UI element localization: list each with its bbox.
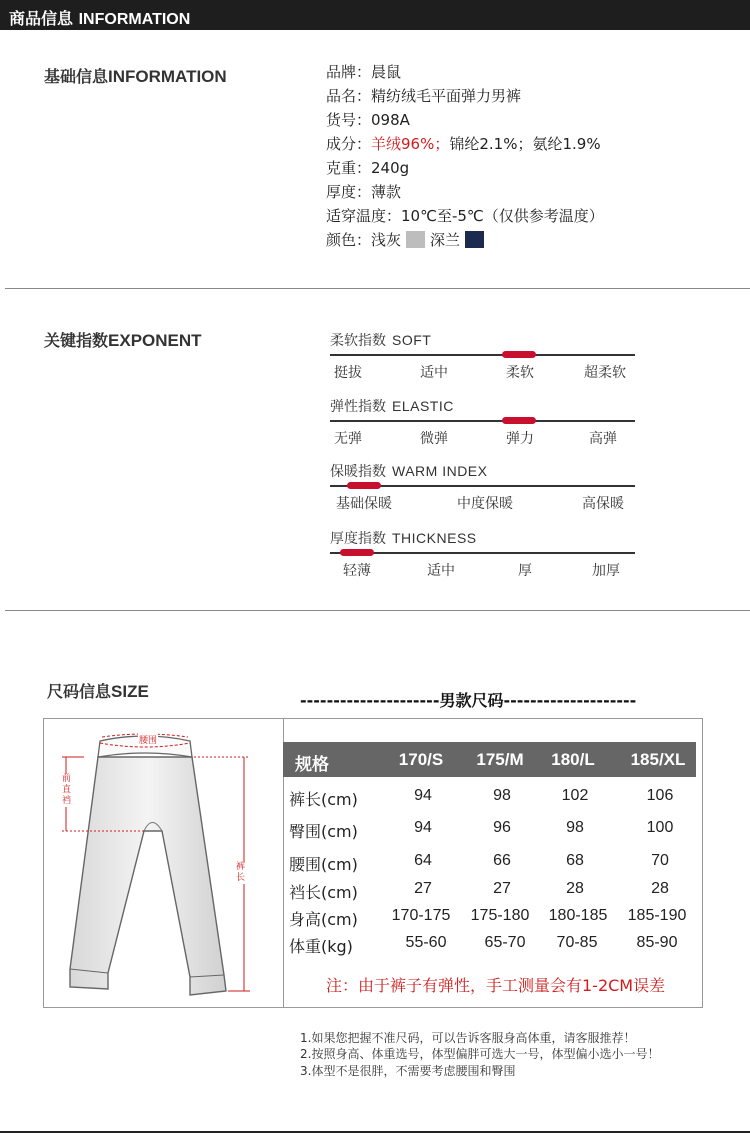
info-label: 颜色： — [326, 231, 372, 249]
size-cell: 98 — [566, 819, 584, 836]
info-row-color — [326, 229, 489, 251]
size-title — [47, 679, 149, 702]
index-label: 挺拔 — [334, 365, 362, 381]
info-row-sku — [326, 109, 410, 131]
index-marker-soft — [502, 351, 536, 358]
size-cell: 65-70 — [484, 934, 526, 951]
index-title-en: SOFT — [392, 332, 432, 348]
size-row-label: 体重(kg) — [289, 937, 353, 956]
size-cell: 85-90 — [636, 934, 678, 951]
section-divider — [5, 288, 750, 289]
size-cell: 185-190 — [627, 907, 687, 924]
size-table-title — [300, 688, 675, 711]
index-label: 中度保暖 — [457, 496, 513, 512]
size-cell: 27 — [493, 880, 511, 897]
size-tip: 1.如果您把握不准尺码，可以告诉客服身高体重，请客服推荐！ — [300, 1031, 636, 1045]
size-cell: 28 — [566, 880, 584, 897]
size-title-zh: 尺码信息 — [47, 682, 112, 701]
info-row-composition — [326, 133, 601, 155]
size-cell: 94 — [414, 787, 432, 804]
index-title-soft — [330, 330, 431, 350]
index-marker-elastic — [502, 417, 536, 424]
index-label: 轻薄 — [343, 563, 371, 579]
index-title-thickness — [330, 528, 477, 548]
index-label: 柔软 — [506, 365, 534, 381]
size-header-cell: 规格 — [295, 755, 329, 774]
index-title-en: WARM INDEX — [392, 463, 488, 479]
info-value: 锦纶2.1%；氨纶1.9% — [449, 135, 601, 153]
info-value: 精纺绒毛平面弹力男裤 — [371, 87, 522, 105]
info-label: 厚度： — [326, 183, 372, 201]
size-title-en: SIZE — [111, 682, 149, 701]
color-swatch-dark-blue — [465, 231, 484, 248]
info-label: 品名： — [326, 87, 372, 105]
size-header-cell: 175/M — [476, 750, 524, 769]
size-cell: 68 — [566, 852, 584, 869]
basic-info-title-zh: 基础信息 — [44, 67, 109, 86]
section-divider — [5, 610, 750, 611]
info-label: 货号： — [326, 111, 372, 129]
index-title-elastic — [330, 396, 454, 416]
index-title-en: THICKNESS — [392, 530, 477, 546]
index-label: 高弹 — [589, 431, 617, 447]
info-label: 成分： — [326, 135, 372, 153]
diagram-label-waist: 腰围 — [138, 733, 158, 746]
info-label: 适穿温度： — [326, 207, 402, 225]
info-value: 098A — [371, 111, 410, 129]
size-header-cell: 180/L — [551, 750, 595, 769]
size-cell: 98 — [493, 787, 511, 804]
info-row-weight — [326, 157, 409, 179]
size-cell: 66 — [493, 852, 511, 869]
header-title-zh: 商品信息 — [9, 11, 74, 28]
info-row-thickness — [326, 181, 401, 203]
index-title-zh: 柔软指数 — [330, 333, 386, 349]
basic-info-title — [44, 64, 227, 87]
info-label: 克重： — [326, 159, 372, 177]
index-label: 超柔软 — [584, 365, 626, 381]
size-table-title-text: ---------------------男款尺码-------------------- — [300, 691, 637, 710]
index-title-zh: 保暖指数 — [330, 464, 386, 480]
size-cell: 100 — [646, 819, 674, 836]
info-row-name — [326, 85, 521, 107]
color-name-light-gray: 浅灰 — [371, 231, 402, 249]
size-cell: 28 — [651, 880, 669, 897]
size-cell: 170-175 — [391, 907, 451, 924]
index-label: 无弹 — [334, 431, 362, 447]
size-row-label: 身高(cm) — [289, 910, 358, 929]
size-cell: 106 — [646, 787, 674, 804]
index-title-warm — [330, 461, 487, 481]
info-value: 10℃至-5℃（仅供参考温度） — [401, 207, 604, 225]
index-scale-thickness — [330, 552, 635, 554]
index-title-zh: 厚度指数 — [330, 531, 386, 547]
info-value: 240g — [371, 159, 410, 177]
index-marker-warm — [347, 482, 381, 489]
index-label: 弹力 — [506, 431, 534, 447]
index-scale-elastic — [330, 420, 635, 422]
exponent-title-zh: 关键指数 — [44, 331, 109, 350]
exponent-title — [44, 328, 202, 351]
info-row-temperature — [326, 205, 604, 227]
index-label: 适中 — [420, 365, 448, 381]
index-marker-thickness — [340, 549, 374, 556]
size-note: 注：由于裤子有弹性，手工测量会有1-2CM误差 — [326, 976, 666, 995]
size-header-cell: 170/S — [398, 750, 444, 769]
size-cell: 27 — [414, 880, 432, 897]
size-header-cell: 185/XL — [630, 750, 686, 769]
diagram-label-front-rise: 前直裆 — [62, 774, 74, 807]
header-bar — [0, 0, 750, 30]
info-value: 薄款 — [371, 183, 402, 201]
size-cell: 96 — [493, 819, 511, 836]
size-cell: 175-180 — [470, 907, 530, 924]
size-tip: 3.体型不是很胖，不需要考虑腰围和臀围 — [300, 1064, 516, 1078]
header-title — [9, 6, 190, 29]
size-cell: 102 — [561, 787, 589, 804]
info-value: 晨鼠 — [371, 63, 402, 81]
header-title-en: INFORMATION — [78, 11, 191, 28]
size-row-label: 腰围(cm) — [289, 855, 358, 874]
info-row-brand — [326, 61, 401, 83]
index-label: 微弹 — [420, 431, 448, 447]
bottom-border — [0, 1131, 750, 1133]
info-label: 品牌： — [326, 63, 372, 81]
size-cell: 70-85 — [556, 934, 598, 951]
color-name-dark-blue: 深兰 — [430, 231, 461, 249]
index-label: 基础保暖 — [336, 496, 392, 512]
exponent-title-en: EXPONENT — [108, 331, 202, 350]
basic-info-title-en: INFORMATION — [108, 67, 227, 86]
size-cell: 180-185 — [548, 907, 608, 924]
index-label: 厚 — [518, 563, 532, 579]
size-row-label: 臀围(cm) — [289, 822, 358, 841]
index-title-zh: 弹性指数 — [330, 399, 386, 415]
size-cell: 55-60 — [405, 934, 447, 951]
index-label: 高保暖 — [582, 496, 624, 512]
color-swatch-light-gray — [406, 231, 425, 248]
size-cell: 64 — [414, 852, 432, 869]
diagram-label-length: 裤长 — [236, 862, 248, 884]
pants-body — [70, 757, 226, 995]
size-cell: 70 — [651, 852, 669, 869]
info-value-highlight: 羊绒96%； — [371, 135, 450, 153]
index-label: 适中 — [427, 563, 455, 579]
size-row-label: 裤长(cm) — [289, 790, 358, 809]
index-label: 加厚 — [592, 563, 620, 579]
size-cell: 94 — [414, 819, 432, 836]
index-title-en: ELASTIC — [392, 398, 454, 414]
size-tip: 2.按照身高、体重选号，体型偏胖可选大一号，体型偏小选小一号！ — [300, 1047, 660, 1061]
index-scale-soft — [330, 354, 635, 356]
size-row-label: 裆长(cm) — [289, 883, 358, 902]
